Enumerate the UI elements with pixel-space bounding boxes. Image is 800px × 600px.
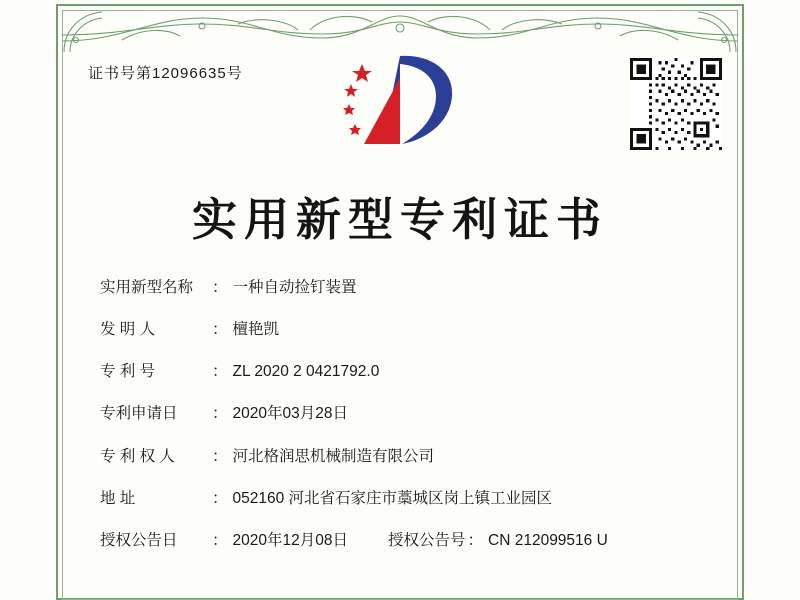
- field-label-application-date: 专利申请日: [100, 405, 178, 423]
- field-label-inventor: 发 明 人: [100, 321, 156, 339]
- field-colon-announcement-date: ：: [212, 531, 228, 549]
- field-value-patent-name: 一种自动捡钉装置: [232, 279, 357, 296]
- field-value-patentee: 河北格润思机械制造有限公司: [232, 447, 435, 465]
- field-label-patent-name: 实用新型名称: [100, 279, 194, 296]
- field-row-patent-number: [100, 362, 720, 382]
- field-value-inventor: 檀艳凯: [232, 321, 280, 339]
- field-row-patent-name: [100, 278, 720, 298]
- ornamental-top-band: [62, 10, 738, 44]
- field-label-address: 地 址: [100, 489, 136, 507]
- field-colon-patent-number: ：: [212, 363, 228, 381]
- field-colon-patent-name: ：: [212, 279, 228, 296]
- field-value-address: 052160 河北省石家庄市藁城区岗上镇工业园区: [232, 489, 553, 507]
- field-colon-patentee: ：: [212, 447, 228, 465]
- field-row-application-date: [100, 404, 720, 424]
- field-colon-announcement-number: ：: [467, 531, 484, 549]
- page-title: 实用新型专利证书: [191, 193, 608, 246]
- field-label-patent-number: 专 利 号: [100, 363, 156, 381]
- field-row-patentee: [100, 447, 720, 467]
- field-value-announcement-number: CN 212099516 U: [488, 531, 608, 549]
- certificate-fields: [100, 278, 720, 551]
- field-group-announcement-number: [388, 531, 608, 551]
- corner-flourish-top-left: [62, 10, 122, 54]
- cnipa-patent-logo: [338, 48, 468, 158]
- corner-flourish-top-right: [678, 10, 738, 54]
- field-value-application-date: 2020年03月28日: [232, 405, 348, 423]
- qr-code: [630, 58, 722, 150]
- field-colon-address: ：: [212, 489, 228, 507]
- field-row-inventor: [100, 320, 720, 340]
- field-value-patent-number: ZL 2020 2 0421792.0: [232, 363, 380, 381]
- field-colon-application-date: ：: [212, 405, 228, 423]
- field-row-address: [100, 489, 720, 509]
- certificate-number: 证书号第12096635号: [88, 65, 243, 82]
- field-colon-inventor: ：: [212, 321, 228, 339]
- field-label-announcement-date: 授权公告日: [100, 531, 178, 549]
- field-value-announcement-date: 2020年12月08日: [232, 531, 348, 549]
- field-label-patentee: 专 利 权 人: [100, 447, 175, 465]
- field-label-announcement-number: 授权公告号: [387, 531, 466, 549]
- field-row-announcement: [100, 531, 720, 551]
